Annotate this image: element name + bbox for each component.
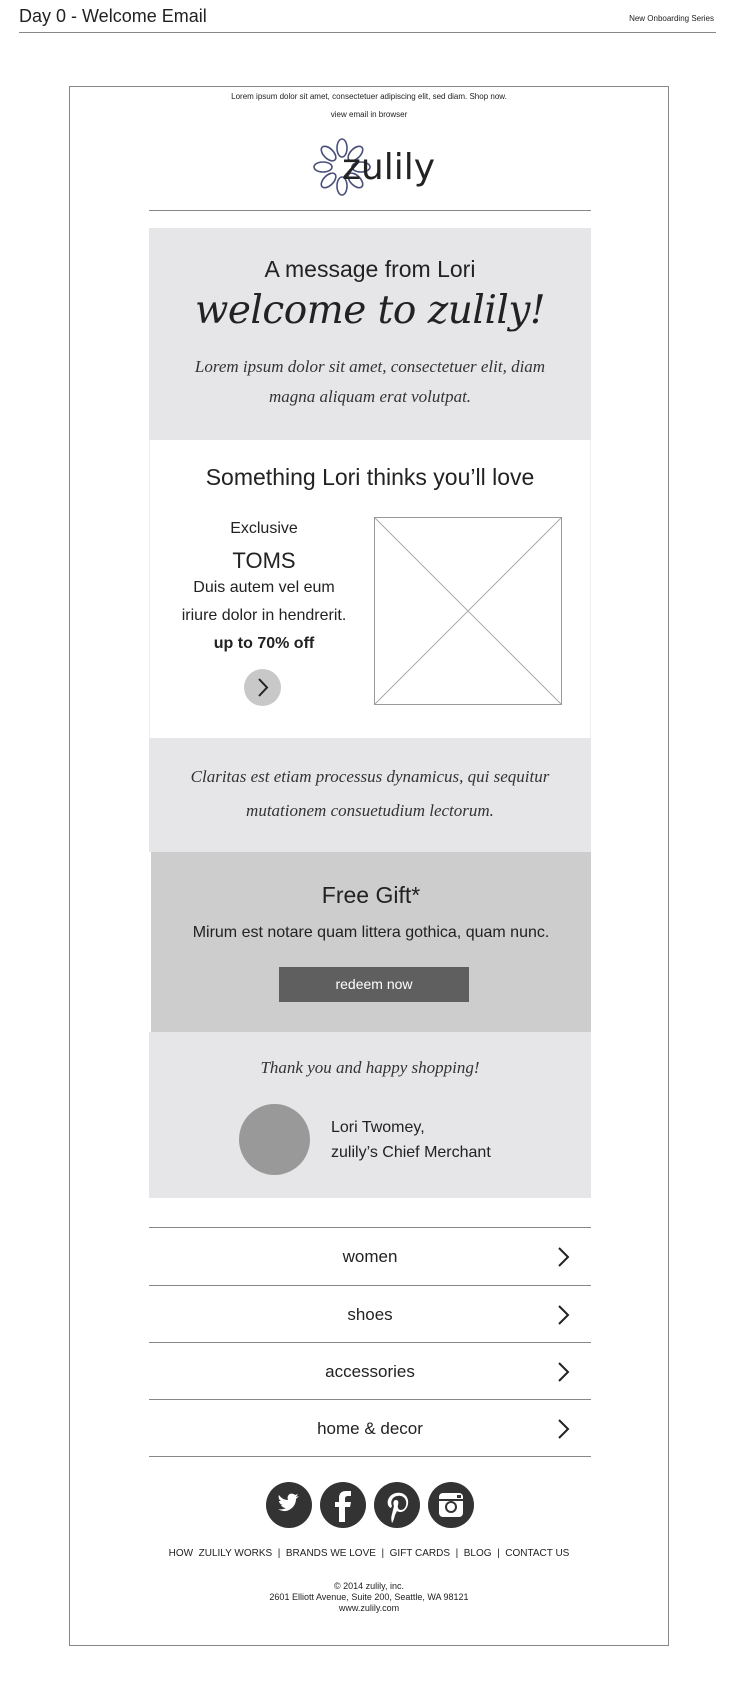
series-label: New Onboarding Series bbox=[629, 14, 714, 23]
footer-link-how-zulily-works[interactable]: HOW ZULILY WORKS bbox=[168, 1548, 273, 1559]
quote-text: Claritas est etiam processus dynamicus, qui sequitur mutationem consuetudium lectorum. bbox=[190, 767, 550, 820]
page-title: Day 0 - Welcome Email bbox=[19, 6, 207, 26]
gift-title: Free Gift* bbox=[321, 882, 421, 908]
nav-item-label: home & decor bbox=[317, 1419, 423, 1438]
divider bbox=[149, 1456, 591, 1457]
chevron-right-icon bbox=[244, 669, 281, 706]
footer-info bbox=[70, 1581, 668, 1614]
redeem-now-button[interactable]: redeem now bbox=[279, 967, 469, 1002]
thanks-text: Thank you and happy shopping! bbox=[260, 1058, 480, 1077]
gift-section bbox=[151, 852, 591, 1032]
footer-link-contact[interactable]: CONTACT US bbox=[505, 1548, 570, 1559]
feature-copy bbox=[180, 518, 348, 658]
divider bbox=[149, 210, 591, 211]
chevron-right-icon bbox=[553, 1418, 573, 1440]
zulily-logo[interactable] bbox=[318, 135, 436, 199]
nav-item-label: women bbox=[342, 1247, 398, 1266]
footer-link-blog[interactable]: BLOG bbox=[463, 1548, 492, 1559]
avatar bbox=[239, 1104, 310, 1175]
website-link[interactable]: www.zulily.com bbox=[338, 1603, 400, 1613]
footer-link-brands[interactable]: BRANDS WE LOVE bbox=[285, 1548, 376, 1559]
image-placeholder-icon bbox=[375, 518, 561, 704]
signoff-section bbox=[149, 1032, 591, 1198]
signature-name: Lori Twomey, bbox=[331, 1119, 425, 1136]
preheader-text: Lorem ipsum dolor sit amet, consectetuer adipiscing elit, sed diam. Shop now. bbox=[231, 92, 507, 101]
feature-brand: TOMS bbox=[232, 548, 296, 573]
copyright: © 2014 zulily, inc. bbox=[334, 1581, 404, 1591]
pinterest-icon[interactable] bbox=[374, 1482, 420, 1528]
footer-links: HOW ZULILY WORKS | BRANDS WE LOVE | GIFT CARDS | BLOG | CONTACT US bbox=[168, 1548, 570, 1559]
instagram-icon[interactable] bbox=[428, 1482, 474, 1528]
feature-exclusive: Exclusive bbox=[230, 520, 298, 537]
feature-desc: Duis autem vel eum iriure dolor in hendrerit. bbox=[181, 579, 347, 624]
hero-welcome: welcome to zulily! bbox=[194, 288, 546, 333]
nav-item-accessories[interactable] bbox=[149, 1343, 591, 1400]
logo-wordmark: zulily bbox=[342, 147, 436, 188]
page-header bbox=[19, 0, 716, 33]
footer-link-gift-cards[interactable]: GIFT CARDS bbox=[389, 1548, 451, 1559]
flower-logo-icon bbox=[318, 135, 436, 199]
feature-arrow-button[interactable] bbox=[244, 669, 281, 706]
nav-item-women[interactable] bbox=[149, 1228, 591, 1285]
nav-item-home-decor[interactable] bbox=[149, 1400, 591, 1457]
product-image-placeholder[interactable] bbox=[374, 517, 562, 705]
nav-item-label: shoes bbox=[347, 1305, 393, 1324]
chevron-right-icon bbox=[553, 1246, 573, 1268]
twitter-icon[interactable] bbox=[266, 1482, 312, 1528]
email-frame bbox=[69, 86, 669, 1646]
chevron-right-icon bbox=[553, 1361, 573, 1383]
gift-desc: Mirum est notare quam littera gothica, quam nunc. bbox=[192, 924, 550, 941]
chevron-right-icon bbox=[553, 1304, 573, 1326]
view-in-browser-link[interactable]: view email in browser bbox=[330, 110, 408, 119]
nav-item-shoes[interactable] bbox=[149, 1286, 591, 1343]
hero-body: Lorem ipsum dolor sit amet, consectetuer elit, diam magna aliquam erat volutpat. bbox=[194, 357, 546, 406]
facebook-icon[interactable] bbox=[320, 1482, 366, 1528]
feature-offer: up to 70% off bbox=[213, 635, 315, 652]
welcome-hero bbox=[149, 228, 591, 440]
nav-item-label: accessories bbox=[325, 1362, 415, 1381]
quote-section bbox=[149, 738, 591, 852]
feature-section bbox=[149, 440, 591, 738]
signature bbox=[331, 1115, 491, 1165]
address: 2601 Elliott Avenue, Suite 200, Seattle, WA 98121 bbox=[269, 1592, 469, 1602]
feature-heading: Something Lori thinks you’ll love bbox=[205, 464, 535, 490]
signature-role: zulily’s Chief Merchant bbox=[331, 1144, 491, 1161]
hero-from: A message from Lori bbox=[264, 256, 476, 282]
